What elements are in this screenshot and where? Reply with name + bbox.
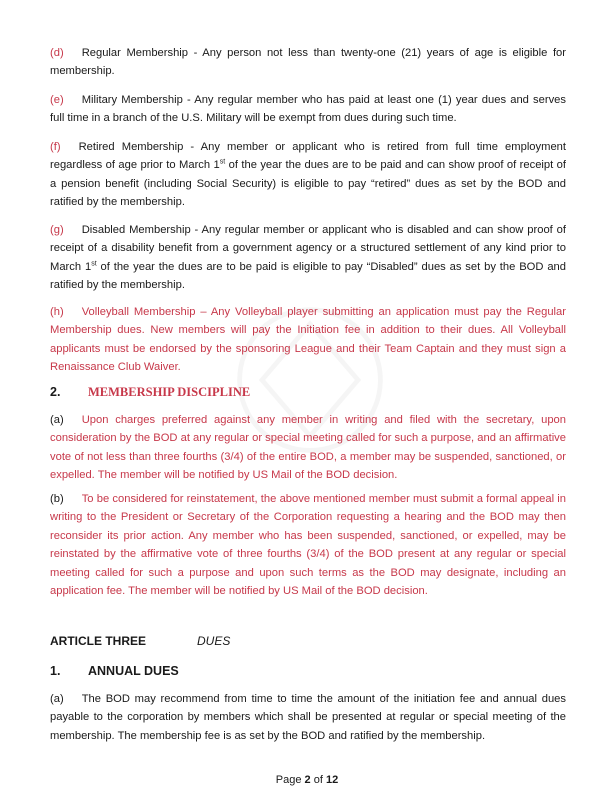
paragraph-1a-text: The BOD may recommend from time to time the amount of the initiation fee and annual dues payable to the corporation by members which shall be presented at regular or special meeting of the membership. The membership fee is as set by the BOD and ratified by the membership.	[50, 693, 566, 742]
section-2-heading	[50, 385, 250, 400]
footer-prefix: Page	[275, 774, 305, 786]
footer-page-number: 2	[304, 774, 311, 786]
paragraph-f-label: (f)	[50, 141, 61, 153]
paragraph-f-text-b: of the year the dues are to be paid and can show proof of receipt of a pension benefit (including Social Security) is eligible to pay “retired” dues as set by the BOD and ratified by the membership.	[50, 159, 566, 209]
paragraph-f-sup: st	[219, 158, 226, 166]
paragraph-f	[50, 138, 566, 212]
footer-page-total: 12	[325, 774, 339, 786]
paragraph-2b-label: (b)	[50, 493, 64, 505]
paragraph-g	[50, 221, 566, 295]
paragraph-e-text: Military Membership - Any regular member who has paid at least one (1) year dues and serves full time in a branch of the U.S. Military will be exempt from dues during such time.	[50, 94, 566, 125]
paragraph-g-text-b: of the year the dues are to be paid is eligible to pay “Disabled” dues as set by the BOD and ratified by the membership.	[50, 260, 566, 292]
section-1-title: ANNUAL DUES	[88, 664, 179, 678]
section-2-number: 2.	[50, 385, 61, 399]
paragraph-d-text: Regular Membership - Any person not less than twenty-one (21) years of age is eligible for membership.	[50, 47, 566, 78]
footer-mid: of	[310, 774, 326, 786]
paragraph-e	[50, 91, 566, 128]
section-2-title: MEMBERSHIP DISCIPLINE	[88, 385, 251, 399]
paragraph-2b	[50, 490, 566, 600]
paragraph-h-text: Volleyball Membership – Any Volleyball player submitting an application must pay the Regular Membership dues. New members will pay the Initiation fee in addition to their dues. All Volleyball applicants must be endorsed by the sponsoring League and their Team Captain and they must sign a Renaissance Club Waiver.	[50, 306, 566, 374]
paragraph-1a	[50, 690, 566, 745]
section-1-number: 1.	[50, 664, 61, 678]
paragraph-f-text-a: Retired Membership - Any member or applicant who is retired from full time employment regardless of age prior to March 1	[50, 141, 566, 172]
paragraph-2a-label: (a)	[50, 414, 64, 426]
paragraph-2a-text: Upon charges preferred against any member in writing and filed with the secretary, upon consideration by the BOD at any regular or special meeting called for such a purpose, and an affirmative vote of not less than three fourths (3/4) of the entire BOD, a member may be suspended, sanctioned, or expelled. The member will be notified by US Mail of the BOD decision.	[50, 414, 566, 482]
paragraph-d	[50, 44, 566, 81]
paragraph-h-label: (h)	[50, 306, 64, 318]
article-title: ARTICLE THREE	[50, 634, 146, 648]
paragraph-g-label: (g)	[50, 224, 64, 236]
paragraph-g-sup: st	[91, 260, 97, 268]
article-subtitle: DUES	[197, 634, 231, 648]
section-1-heading	[50, 664, 179, 678]
paragraph-e-label: (e)	[50, 94, 64, 106]
page-footer	[0, 774, 614, 786]
paragraph-2b-text: To be considered for reinstatement, the above mentioned member must submit a formal appeal in writing to the President or Secretary of the Corporation requesting a hearing and the BOD may then reconsider its prior action. Any member who has been suspended, sanctioned, or expelled, may be reinstated by the affirmative vote of three fourths (3/4) of the BOD present at any regular or special meeting called for such a purpose and upon such terms as the BOD may designate, including an application fee. The member will be notified by US Mail of the BOD decision.	[50, 493, 566, 598]
paragraph-h	[50, 303, 566, 377]
paragraph-g-text-a: Disabled Membership - Any regular member or applicant who is disabled and can show proof of receipt of a disability benefit from a government agency or a structured settlement of any kind prior to March 1	[50, 224, 566, 273]
paragraph-2a	[50, 411, 566, 485]
paragraph-1a-label: (a)	[50, 693, 64, 705]
paragraph-d-label: (d)	[50, 47, 64, 59]
